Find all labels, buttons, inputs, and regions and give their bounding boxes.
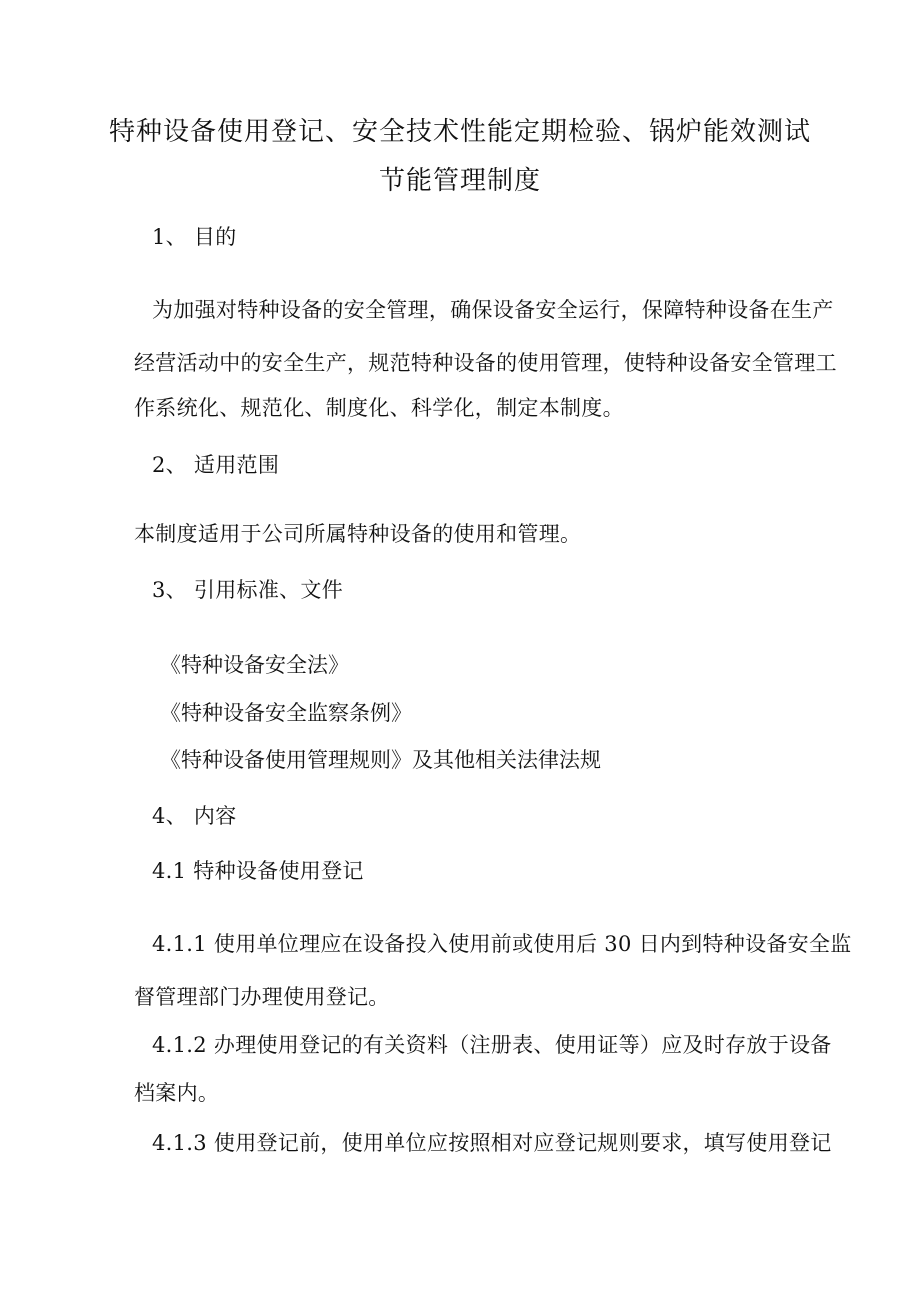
- document-title-line-2: 节能管理制度: [378, 166, 541, 196]
- document-title-line-1: 特种设备使用登记、安全技术性能定期检验、锅炉能效测试: [108, 117, 811, 147]
- section-4-1-2-line-1: 4.1.2 办理使用登记的有关资料（注册表、使用证等）应及时存放于设备: [152, 1033, 832, 1057]
- section-1-paragraph-line-3: 作系统化、规范化、制度化、科学化，制定本制度。: [134, 396, 624, 420]
- section-3-heading: 3、 引用标准、文件: [152, 578, 344, 602]
- section-4-1-3-line-1: 4.1.3 使用登记前，使用单位应按照相对应登记规则要求，填写使用登记: [152, 1131, 832, 1155]
- section-4-1-2-line-2: 档案内。: [134, 1081, 220, 1105]
- reference-item: 《特种设备安全法》: [160, 653, 349, 677]
- reference-item: 《特种设备使用管理规则》及其他相关法律法规: [160, 748, 601, 772]
- section-1-heading: 1、 目的: [152, 225, 237, 249]
- section-4-1-heading: 4.1 特种设备使用登记: [152, 859, 364, 883]
- section-2-heading: 2、 适用范围: [152, 453, 280, 477]
- section-4-1-1-line-1: 4.1.1 使用单位理应在设备投入使用前或使用后 30 日内到特种设备安全监: [152, 932, 852, 956]
- section-1-paragraph-line-2: 经营活动中的安全生产，规范特种设备的使用管理，使特种设备安全管理工: [134, 351, 837, 375]
- section-4-1-1-line-2: 督管理部门办理使用登记。: [134, 985, 390, 1009]
- section-4-heading: 4、 内容: [152, 804, 237, 828]
- reference-item: 《特种设备安全监察条例》: [160, 701, 412, 725]
- section-2-paragraph: 本制度适用于公司所属特种设备的使用和管理。: [134, 522, 582, 546]
- section-1-paragraph-line-1: 为加强对特种设备的安全管理，确保设备安全运行，保障特种设备在生产: [152, 298, 834, 322]
